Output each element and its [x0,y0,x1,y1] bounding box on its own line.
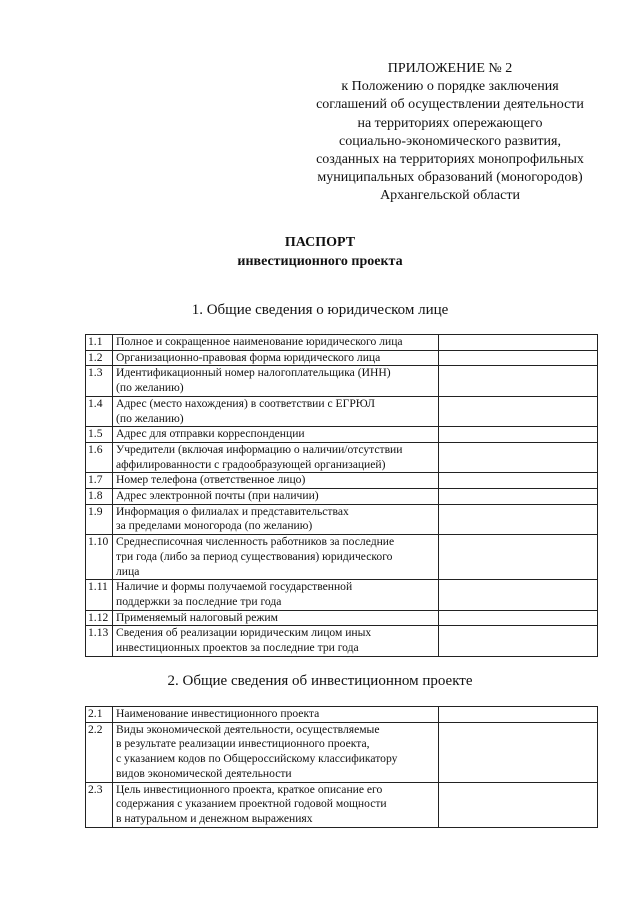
row-number: 1.4 [86,396,113,426]
table-row [86,396,598,426]
table-row [86,580,598,610]
row-value-cell[interactable] [439,580,598,610]
document-subtitle: инвестиционного проекта [237,254,403,269]
row-label-line: Цель инвестиционного проекта, краткое описание его [116,782,383,796]
appendix-line: к Положению о порядке заключения [341,79,559,95]
row-value-cell[interactable] [439,350,598,366]
row-label [113,335,439,351]
row-value-cell[interactable] [439,473,598,489]
row-label-line: Наличие и формы получаемой государственной [116,580,353,594]
row-value-cell[interactable] [439,782,598,827]
row-label [113,782,439,827]
row-label-line: три года (либо за период существования) юридического [116,549,393,563]
row-label-line: Полное и сокращенное наименование юридического лица [116,335,403,348]
row-label-line: Номер телефона (ответственное лицо) [116,473,306,487]
row-value-cell[interactable] [439,722,598,782]
row-label [113,427,439,443]
row-label [113,489,439,505]
row-value-cell[interactable] [439,626,598,656]
row-label [113,535,439,580]
row-number: 1.10 [86,535,113,580]
row-number: 1.11 [86,580,113,610]
table-row [86,610,598,626]
row-label-line: аффилированности с градообразующей организацией) [116,457,386,471]
row-label-line: Идентификационный номер налогоплательщика (ИНН) [116,366,391,380]
row-value-cell[interactable] [439,335,598,351]
table-row [86,442,598,472]
row-label-line: (по желанию) [116,411,184,425]
row-label-line: Адрес электронной почты (при наличии) [116,489,319,503]
row-number: 1.6 [86,442,113,472]
row-value-cell[interactable] [439,504,598,534]
table-row [86,626,598,656]
row-value-cell[interactable] [439,707,598,723]
row-number: 2.2 [86,722,113,782]
row-number: 1.5 [86,427,113,443]
row-value-cell[interactable] [439,396,598,426]
row-label [113,396,439,426]
table-row [86,366,598,396]
appendix-line: социально-экономического развития, [339,133,561,149]
row-value-cell[interactable] [439,442,598,472]
table-row [86,350,598,366]
row-number: 1.7 [86,473,113,489]
table-row [86,535,598,580]
row-label-line: инвестиционных проектов за последние три года [116,641,359,655]
section-1-body [86,335,598,657]
appendix-line: муниципальных образований (моногородов) [317,170,583,186]
row-label [113,722,439,782]
row-label-line: Организационно-правовая форма юридического лица [116,350,381,364]
table-row [86,473,598,489]
row-label-line: Адрес для отправки корреспонденции [116,427,305,441]
row-label-line: Виды экономической деятельности, осуществляемые [116,722,380,736]
row-label [113,473,439,489]
appendix-header [296,60,604,206]
row-label [113,350,439,366]
row-value-cell[interactable] [439,535,598,580]
row-number: 1.1 [86,335,113,351]
row-label [113,366,439,396]
row-number: 1.8 [86,489,113,505]
row-label-line: поддержки за последние три года [116,594,282,608]
section-2-table [85,706,598,828]
row-value-cell[interactable] [439,427,598,443]
row-label-line: Применяемый налоговый режим [116,610,278,624]
row-number: 1.9 [86,504,113,534]
row-label-line: Среднесписочная численность работников за последние [116,535,395,549]
appendix-line: соглашений об осуществлении деятельности [316,97,584,113]
row-value-cell[interactable] [439,366,598,396]
row-label [113,707,439,723]
row-label [113,442,439,472]
table-row [86,707,598,723]
row-label-line: в результате реализации инвестиционного проекта, [116,737,370,751]
row-label-line: с указанием кодов по Общероссийскому классификатору [116,752,398,766]
section-1-table [85,334,598,657]
table-row [86,427,598,443]
row-label-line: Информация о филиалах и представительствах [116,504,349,518]
row-label [113,626,439,656]
row-label-line: Сведения об реализации юридическим лицом иных [116,626,372,640]
row-number: 1.2 [86,350,113,366]
row-number: 2.1 [86,707,113,723]
section-2-heading: 2. Общие сведения об инвестиционном проекте [167,673,473,689]
row-label-line: содержания с указанием проектной годовой мощности [116,797,387,811]
appendix-line: Архангельской области [380,188,520,204]
row-label [113,580,439,610]
row-label-line: видов экономической деятельности [116,766,292,780]
section-2-body [86,707,598,828]
table-row [86,504,598,534]
row-number: 1.13 [86,626,113,656]
row-number: 1.3 [86,366,113,396]
appendix-line: на территориях опережающего [357,115,543,131]
row-label-line: за пределами моногорода (по желанию) [116,519,313,533]
table-row [86,722,598,782]
row-number: 1.12 [86,610,113,626]
row-number: 2.3 [86,782,113,827]
table-row [86,489,598,505]
row-label-line: Наименование инвестиционного проекта [116,707,320,720]
row-label-line: Адрес (место нахождения) в соответствии с ЕГРЮЛ [116,396,375,410]
row-label-line: (по желанию) [116,381,184,395]
row-label [113,504,439,534]
row-value-cell[interactable] [439,610,598,626]
section-1-heading: 1. Общие сведения о юридическом лице [191,302,449,318]
row-label-line: Учредители (включая информацию о наличии/отсутствии [116,442,403,456]
appendix-line: ПРИЛОЖЕНИЕ № 2 [387,61,513,76]
appendix-line: созданных на территориях монопрофильных [316,152,584,168]
row-value-cell[interactable] [439,489,598,505]
row-label [113,610,439,626]
row-label-line: лица [116,564,140,578]
table-row [86,335,598,351]
document-title: ПАСПОРТ [284,235,356,250]
row-label-line: в натуральном и денежном выражениях [116,811,313,825]
table-row [86,782,598,827]
